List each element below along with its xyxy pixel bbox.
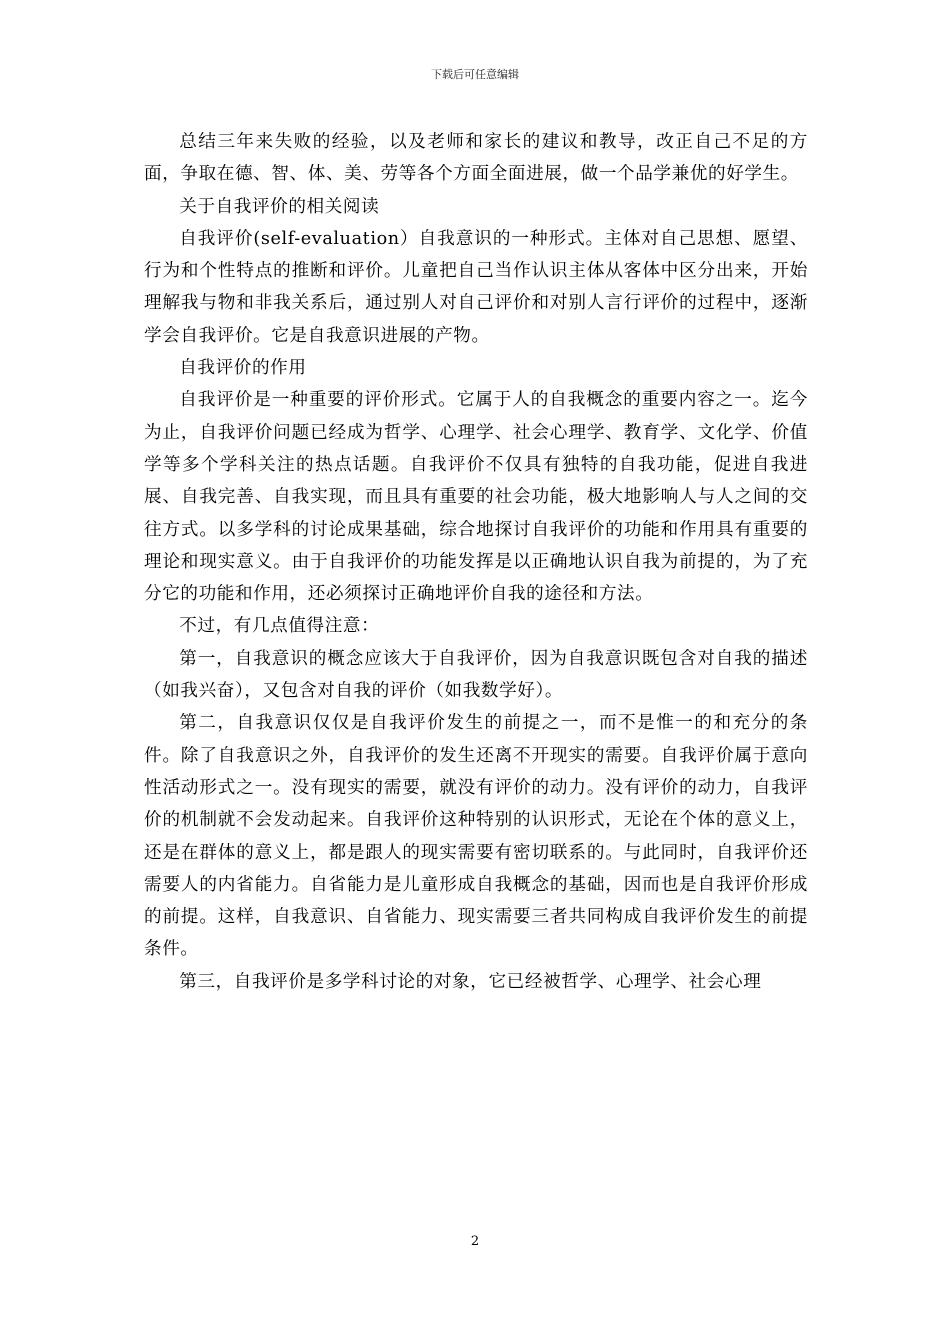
heading-function: 自我评价的作用 [179, 358, 307, 379]
paragraph-function: 自我评价是一种重要的评价形式。它属于人的自我概念的重要内容之一。迄今为止，自我评价问题已经成为哲学、心理学、社会心理学、教育学、文化学、价值学等多个学科关注的热点话题。自我评价不仅具有独特的自我功能，促进自我进展、自我完善、自我实现，而且具有重要的社会功能，极大地影响人与人之间的交往方式。以多学科的讨论成果基础，综合地探讨自我评价的功能和作用具有重要的理论和现实意义。由于自我评价的功能发挥是以正确地认识自我为前提的，为了充分它的功能和作用，还必须探讨正确地评价自我的途径和方法。 [144, 390, 808, 605]
heading-related-reading: 关于自我评价的相关阅读 [179, 196, 380, 217]
paragraph-point-three: 第三，自我评价是多学科讨论的对象，它已经被哲学、心理学、社会心理 [179, 971, 762, 992]
page-header: 下载后可任意编辑 [431, 68, 519, 81]
heading-notes: 不过，有几点值得注意： [179, 616, 380, 637]
page-number: 2 [470, 1234, 480, 1249]
paragraph-summary: 总结三年来失败的经验，以及老师和家长的建议和教导，改正自己不足的方面，争取在德、智、体、美、劳等各个方面全面进展，做一个品学兼优的好学生。 [144, 132, 808, 185]
paragraph-point-one: 第一，自我意识的概念应该大于自我评价，因为自我意识既包含对自我的描述（如我兴奋），又包含对自我的评价（如我数学好）。 [144, 648, 808, 702]
paragraph-point-two: 第二，自我意识仅仅是自我评价发生的前提之一，而不是惟一的和充分的条件。除了自我意识之外，自我评价的发生还离不开现实的需要。自我评价属于意向性活动形式之一。没有现实的需要，就没有评价的动力。没有评价的动力，自我评价的机制就不会发动起来。自我评价这种特别的认识形式，无论在个体的意义上，还是在群体的意义上，都是跟人的现实需要有密切联系的。与此同时，自我评价还需要人的内省能力。自省能力是儿童形成自我概念的基础，因而也是自我评价形成的前提。这样，自我意识、自省能力、现实需要三者共同构成自我评价发生的前提条件。 [144, 713, 808, 960]
paragraph-definition: 自我评价(self-evaluation）自我意识的一种形式。主体对自己思想、愿望、行为和个性特点的推断和评价。儿童把自己当作认识主体从客体中区分出来，开始理解我与物和非我关系后，通过别人对自己评价和对别人言行评价的过程中，逐渐学会自我评价。它是自我意识进展的产物。 [144, 228, 808, 346]
document-body [144, 126, 808, 998]
